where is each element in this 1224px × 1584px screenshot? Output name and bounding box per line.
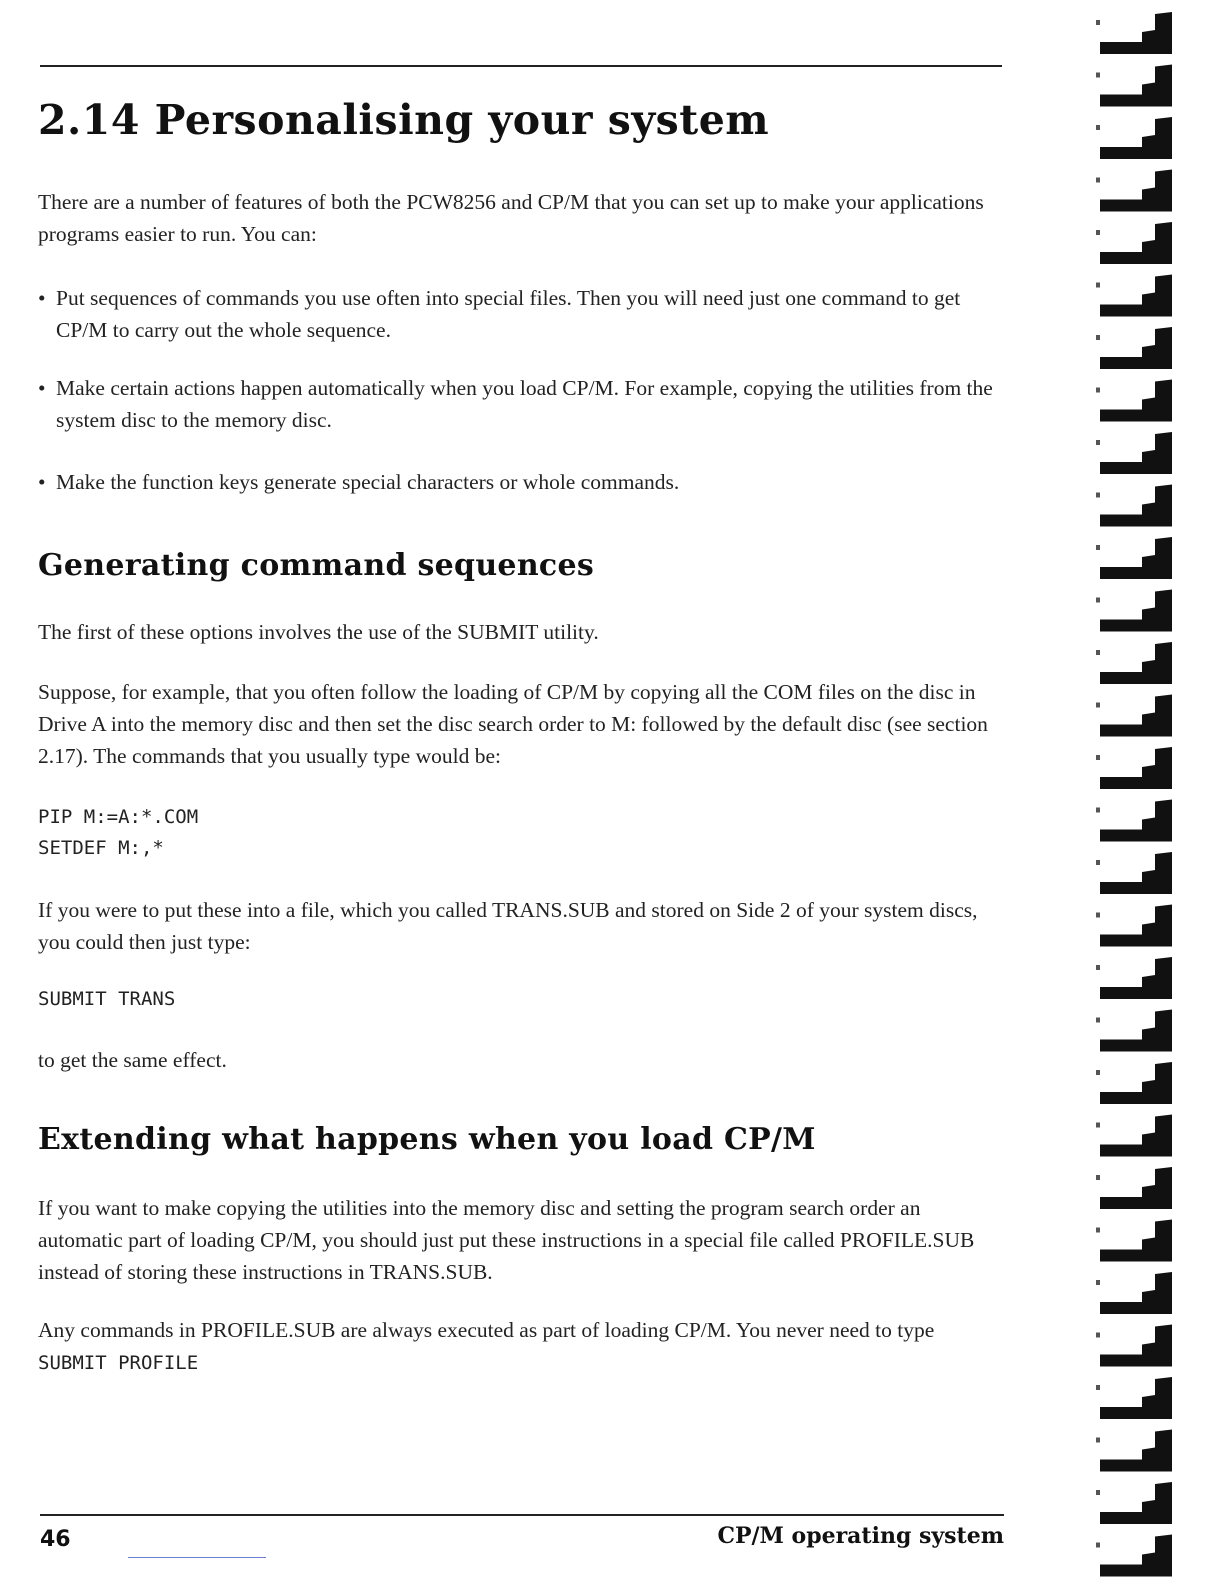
binding-tab xyxy=(1100,1010,1172,1052)
code-line: SETDEF M:,* xyxy=(38,837,164,859)
binding-tab xyxy=(1100,432,1172,474)
binding-hole-mark xyxy=(1096,388,1100,393)
binding-tab xyxy=(1100,380,1172,422)
binding-tab xyxy=(1100,747,1172,789)
code-line: SUBMIT TRANS xyxy=(38,988,176,1010)
binding-tab xyxy=(1100,642,1172,684)
bullet-text: Make certain actions happen automatically when you load CP/M. For example, copying the utilities from the system disc to the memory disc. xyxy=(56,376,993,432)
binding-hole-mark xyxy=(1096,493,1100,498)
binding-hole-mark xyxy=(1096,20,1100,25)
binding-hole-mark xyxy=(1096,1385,1100,1390)
binding-hole-mark xyxy=(1096,73,1100,78)
heading-generating: Generating command sequences xyxy=(38,548,595,583)
binding-tab xyxy=(1100,12,1172,54)
binding-hole-mark xyxy=(1096,703,1100,708)
binding-tab xyxy=(1100,1220,1172,1262)
code-line: PIP M:=A:*.COM xyxy=(38,806,199,828)
page-number: 46 xyxy=(40,1527,71,1552)
binding-tab xyxy=(1100,222,1172,264)
bullet-mark: • xyxy=(38,286,46,310)
binding-tab xyxy=(1100,800,1172,842)
inline-code: SUBMIT PROFILE xyxy=(38,1352,199,1374)
binding-tab xyxy=(1100,65,1172,107)
paragraph xyxy=(38,1314,1000,1379)
binding-hole-mark xyxy=(1096,545,1100,550)
binding-hole-mark xyxy=(1096,440,1100,445)
binding-tab xyxy=(1100,1430,1172,1472)
binding-tab xyxy=(1100,327,1172,369)
paragraph: Suppose, for example, that you often follow the loading of CP/M by copying all the COM files on the disc in Drive A into the memory disc and then set the disc search order to M: followed by the default disc (see section 2.17). The commands that you usually type would be: xyxy=(38,680,988,768)
binding-tab xyxy=(1100,170,1172,212)
bullet-mark: • xyxy=(38,470,46,494)
binding-hole-mark xyxy=(1096,650,1100,655)
binding-tab xyxy=(1100,485,1172,527)
bottom-rule xyxy=(40,1514,1004,1516)
binding-tab xyxy=(1100,537,1172,579)
paragraph-text: Any commands in PROFILE.SUB are always executed as part of loading CP/M. You never need to type xyxy=(38,1318,935,1342)
binding-hole-mark xyxy=(1096,598,1100,603)
binding-hole-mark xyxy=(1096,860,1100,865)
binding-hole-mark xyxy=(1096,1228,1100,1233)
paragraph: to get the same effect. xyxy=(38,1048,227,1072)
binding-hole-mark xyxy=(1096,1543,1100,1548)
section-title: 2.14 Personalising your system xyxy=(38,96,770,144)
binding-tab xyxy=(1100,1535,1172,1577)
paragraph: If you were to put these into a file, which you called TRANS.SUB and stored on Side 2 of your system discs, you could then just type: xyxy=(38,898,978,954)
binding-hole-mark xyxy=(1096,1490,1100,1495)
spiral-binding xyxy=(1092,0,1192,1584)
intro-paragraph: There are a number of features of both the PCW8256 and CP/M that you can set up to make your applications programs easier to run. You can: xyxy=(38,190,984,246)
binding-hole-mark xyxy=(1096,1175,1100,1180)
binding-tab xyxy=(1100,1167,1172,1209)
bullet-text: Put sequences of commands you use often into special files. Then you will need just one command to get CP/M to carry out the whole sequence. xyxy=(56,286,961,342)
binding-hole-mark xyxy=(1096,1280,1100,1285)
code-block xyxy=(38,802,198,864)
footer-title: CP/M operating system xyxy=(717,1523,1004,1549)
paragraph: The first of these options involves the use of the SUBMIT utility. xyxy=(38,620,599,644)
binding-tab xyxy=(1100,590,1172,632)
binding-hole-mark xyxy=(1096,335,1100,340)
binding-hole-mark xyxy=(1096,755,1100,760)
binding-hole-mark xyxy=(1096,1070,1100,1075)
binding-hole-mark xyxy=(1096,913,1100,918)
binding-tab xyxy=(1100,275,1172,317)
binding-hole-mark xyxy=(1096,230,1100,235)
binding-tab xyxy=(1100,957,1172,999)
binding-tab xyxy=(1100,1482,1172,1524)
paragraph: If you want to make copying the utilities into the memory disc and setting the program search order an automatic part of loading CP/M, you should just put these instructions in a special file called PROFILE.SUB instead of storing these instructions in TRANS.SUB. xyxy=(38,1196,975,1284)
binding-tab xyxy=(1100,905,1172,947)
binding-tab xyxy=(1100,1272,1172,1314)
binding-hole-mark xyxy=(1096,808,1100,813)
bullet-mark: • xyxy=(38,376,46,400)
binding-hole-mark xyxy=(1096,178,1100,183)
binding-hole-mark xyxy=(1096,1333,1100,1338)
top-rule xyxy=(40,65,1002,67)
binding-tab xyxy=(1100,852,1172,894)
binding-hole-mark xyxy=(1096,283,1100,288)
binding-tab xyxy=(1100,1062,1172,1104)
binding-tab xyxy=(1100,695,1172,737)
binding-tab xyxy=(1100,1377,1172,1419)
binding-hole-mark xyxy=(1096,1123,1100,1128)
scan-artifact-line xyxy=(128,1557,266,1558)
binding-tab xyxy=(1100,117,1172,159)
binding-hole-mark xyxy=(1096,965,1100,970)
binding-hole-mark xyxy=(1096,1018,1100,1023)
binding-hole-mark xyxy=(1096,1438,1100,1443)
binding-hole-mark xyxy=(1096,125,1100,130)
binding-tab xyxy=(1100,1325,1172,1367)
binding-tab xyxy=(1100,1115,1172,1157)
bullet-text: Make the function keys generate special characters or whole commands. xyxy=(56,470,680,494)
heading-extending: Extending what happens when you load CP/M xyxy=(38,1122,816,1157)
